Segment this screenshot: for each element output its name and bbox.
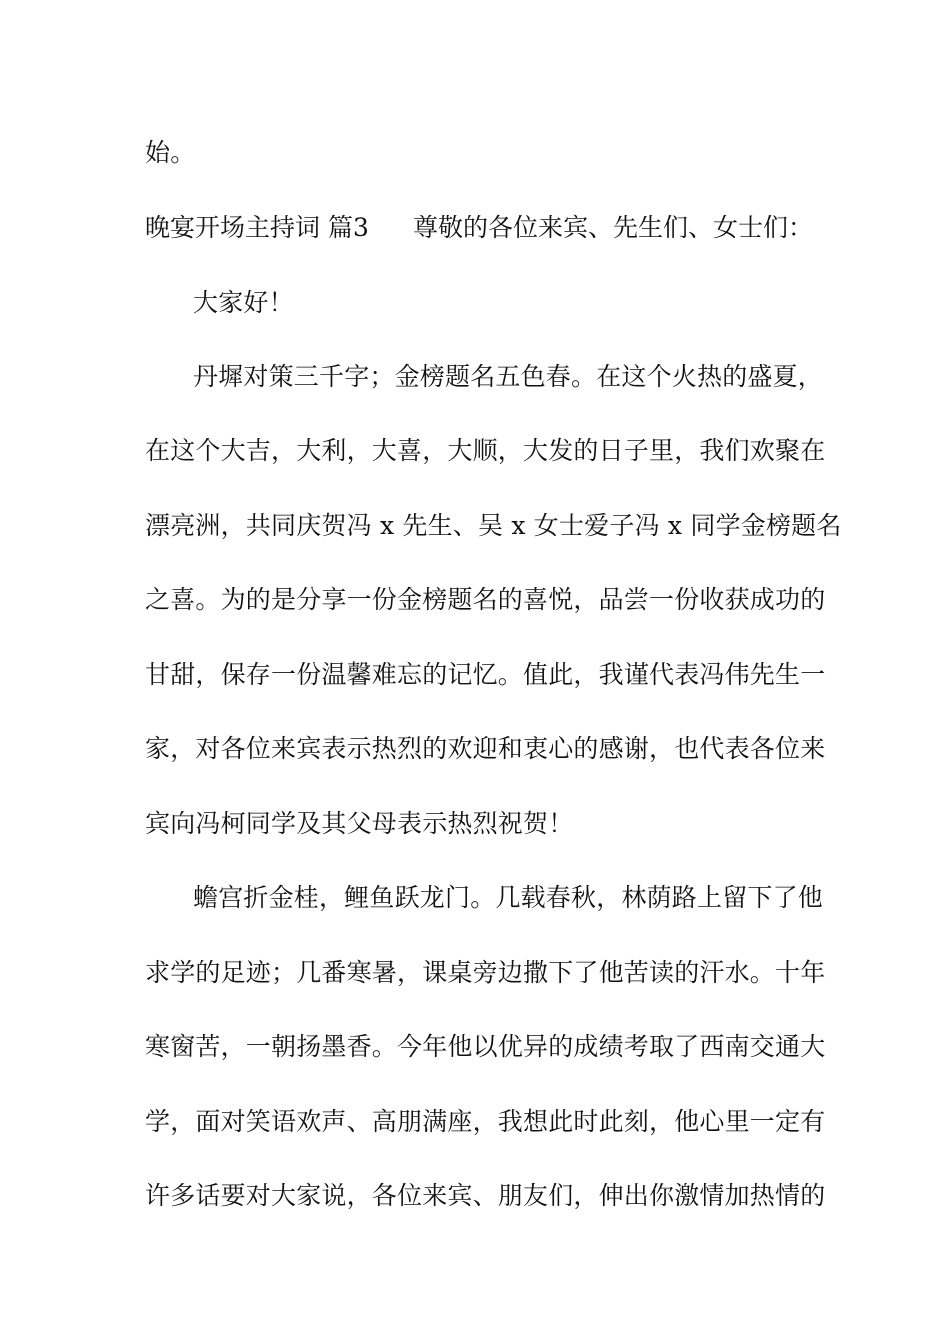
paragraph-line: 蟾宫折金桂，鲤鱼跃龙门。几载春秋，林荫路上留下了他 [193,883,824,912]
paragraph-line: 学，面对笑语欢声、高朋满座，我想此时此刻，他心里一定有 [145,1107,826,1136]
paragraph-line: 之喜。为的是分享一份金榜题名的喜悦，品尝一份收获成功的 [145,585,826,614]
paragraph-line: 甘甜，保存一份温馨难忘的记忆。值此，我谨代表冯伟先生一 [145,660,826,689]
paragraph-line: 许多话要对大家说，各位来宾、朋友们，伸出你激情加热情的 [145,1181,826,1210]
section-title: 晚宴开场主持词 篇3 [145,213,369,242]
greeting: 大家好！ [193,288,294,317]
paragraph-line: 家，对各位来宾表示热烈的欢迎和衷心的感谢，也代表各位来 [145,734,826,763]
paragraph-line: 漂亮洲，共同庆贺冯 x 先生、吴 x 女士爱子冯 x 同学金榜题名 [145,511,842,540]
paragraph-line: 在这个大吉，大利，大喜，大顺，大发的日子里，我们欢聚在 [145,436,826,465]
paragraph-line: 宾向冯柯同学及其父母表示热烈祝贺！ [145,809,574,838]
paragraph-line: 求学的足迹；几番寒暑，课桌旁边撒下了他苦读的汗水。十年 [145,958,826,987]
paragraph-line: 寒窗苦，一朝扬墨香。今年他以优异的成绩考取了西南交通大 [145,1032,826,1061]
paragraph-line: 丹墀对策三千字；金榜题名五色春。在这个火热的盛夏， [193,362,824,391]
continuation-line: 始。 [145,138,196,167]
salutation: 尊敬的各位来宾、先生们、女士们： [413,213,814,242]
